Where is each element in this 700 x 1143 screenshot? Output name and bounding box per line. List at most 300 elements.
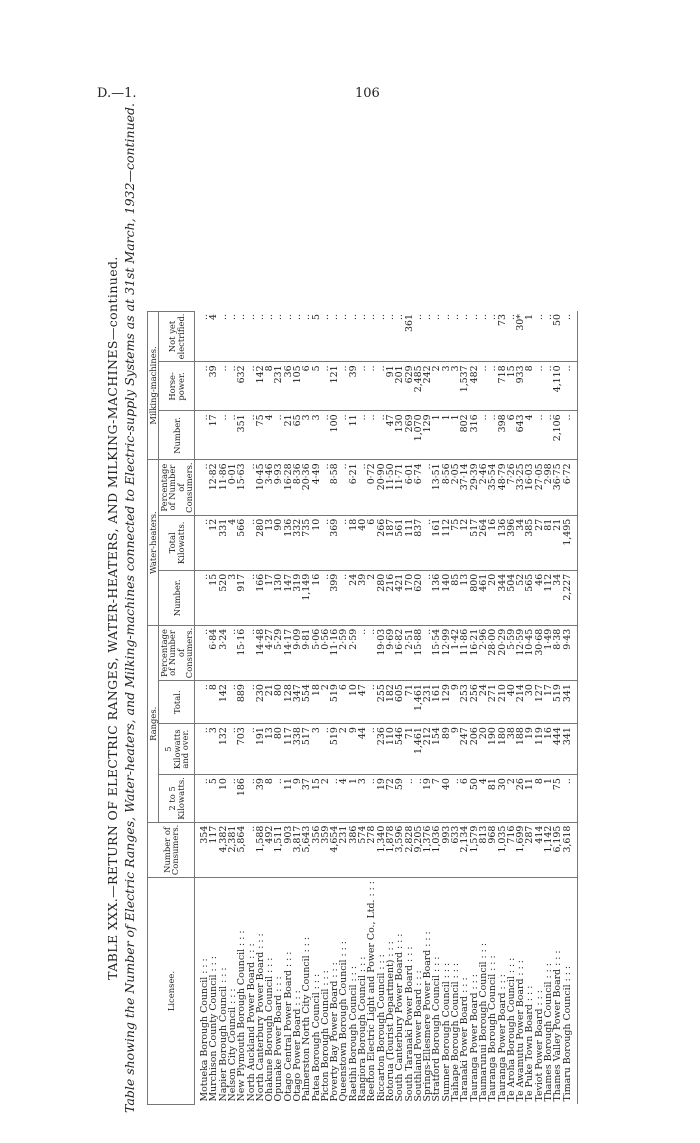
cell-licensee: Teviot Power Board : : : <box>535 878 544 1105</box>
cell-r-pct: .. <box>423 625 432 680</box>
cell-consumers: .. <box>247 822 256 877</box>
cell-r-2to5: 1 <box>544 775 553 823</box>
cell-r-total: 271 <box>488 681 497 724</box>
cell-w-kw: 34 <box>516 515 525 570</box>
cell-r-pct: 2·59 <box>349 625 358 680</box>
cell-r-5over: 119 <box>535 724 544 775</box>
cell-m-number: 11 <box>349 411 358 460</box>
cell-w-pct: .. <box>321 460 330 515</box>
cell-r-2to5: 50 <box>470 775 479 823</box>
cell-licensee: South Canterbury Power Board : : : <box>395 878 404 1105</box>
cell-r-5over: 132 <box>219 724 228 775</box>
cell-m-hp: 3 <box>451 362 460 411</box>
cell-m-hp: 1,537 <box>460 362 469 411</box>
cell-r-2to5: 186 <box>237 775 246 823</box>
cell-m-notyet: .. <box>423 311 432 362</box>
cell-r-2to5: 11 <box>525 775 534 823</box>
cell-r-pct: 1·49 <box>544 625 553 680</box>
cell-consumers: 1,511 <box>274 822 283 877</box>
cell-m-hp: .. <box>377 362 386 411</box>
cell-r-2to5: 19 <box>377 775 386 823</box>
cell-m-number: .. <box>377 411 386 460</box>
cell-w-number: .. <box>195 570 210 625</box>
cell-r-pct: 0·56 <box>321 625 330 680</box>
cell-consumers: 231 <box>339 822 348 877</box>
cell-w-pct: 7·26 <box>507 460 516 515</box>
cell-m-hp: 105 <box>293 362 302 411</box>
cell-consumers: 356 <box>312 822 321 877</box>
cell-w-number: 170 <box>405 570 414 625</box>
cell-w-pct: 37·14 <box>460 460 469 515</box>
cell-consumers: 1,376 <box>423 822 432 877</box>
cell-w-number: 15 <box>209 570 218 625</box>
cell-m-hp: 39 <box>209 362 218 411</box>
cell-m-number: .. <box>274 411 283 460</box>
cell-licensee: Patea Borough Council : : : <box>312 878 321 1105</box>
cell-consumers: 813 <box>479 822 488 877</box>
cell-licensee: Murchison County Council : : : <box>209 878 218 1105</box>
cell-r-total: 255 <box>377 681 386 724</box>
cell-r-total: 129 <box>442 681 451 724</box>
cell-w-number: 39 <box>358 570 367 625</box>
cell-m-hp: 8 <box>525 362 534 411</box>
cell-w-kw: 12 <box>209 515 218 570</box>
cell-r-2to5: 26 <box>516 775 525 823</box>
cell-consumers: 1,699 <box>516 822 525 877</box>
cell-m-number: 4 <box>265 411 274 460</box>
col-ranges-total: Total. <box>159 681 195 724</box>
cell-m-notyet: .. <box>442 311 451 362</box>
cell-m-number: 351 <box>237 411 246 460</box>
cell-w-kw: 280 <box>256 515 265 570</box>
cell-m-number: 1 <box>432 411 441 460</box>
rotated-table-block <box>105 102 645 1113</box>
cell-w-pct: 2·98 <box>544 460 553 515</box>
cell-r-5over: 236 <box>377 724 386 775</box>
cell-r-pct: 5·59 <box>507 625 516 680</box>
cell-m-hp: 3 <box>442 362 451 411</box>
cell-m-notyet: .. <box>460 311 469 362</box>
cell-w-pct: 33·25 <box>516 460 525 515</box>
cell-m-hp: .. <box>535 362 544 411</box>
cell-r-total: 253 <box>460 681 469 724</box>
cell-w-number: .. <box>423 570 432 625</box>
cell-r-5over: 117 <box>284 724 293 775</box>
cell-m-hp: 121 <box>330 362 339 411</box>
group-milking-machines: Milking-machines. <box>148 311 159 460</box>
cell-m-number: 269 <box>405 411 414 460</box>
cell-r-pct: 12·99 <box>442 625 451 680</box>
cell-w-number: 52 <box>516 570 525 625</box>
cell-r-total: 554 <box>302 681 311 724</box>
cell-r-pct: 15·54 <box>432 625 441 680</box>
cell-w-number: 280 <box>377 570 386 625</box>
cell-m-notyet: .. <box>195 311 210 362</box>
cell-licensee: North Canterbury Power Board : : : <box>256 878 265 1105</box>
cell-w-pct: .. <box>195 460 210 515</box>
cell-w-number: 46 <box>535 570 544 625</box>
cell-m-number: 17 <box>209 411 218 460</box>
cell-w-kw: 21 <box>553 515 562 570</box>
cell-r-total: 21 <box>265 681 274 724</box>
cell-r-pct: 11·86 <box>460 625 469 680</box>
cell-r-pct: 6·84 <box>209 625 218 680</box>
cell-w-number: 917 <box>237 570 246 625</box>
cell-m-notyet: .. <box>488 311 497 362</box>
cell-r-2to5: 40 <box>442 775 451 823</box>
cell-r-pct: .. <box>367 625 376 680</box>
cell-w-number: 85 <box>451 570 460 625</box>
cell-r-2to5: .. <box>451 775 460 823</box>
cell-m-hp: .. <box>339 362 348 411</box>
cell-m-number: 130 <box>395 411 404 460</box>
cell-w-number: 16 <box>312 570 321 625</box>
cell-r-5over: 703 <box>237 724 246 775</box>
cell-m-hp: .. <box>358 362 367 411</box>
cell-r-5over: 80 <box>274 724 283 775</box>
cell-consumers: 716 <box>507 822 516 877</box>
cell-r-5over: 206 <box>470 724 479 775</box>
cell-w-kw: .. <box>247 515 256 570</box>
col-ranges-2to5: 2 to 5 Kilowatts. <box>159 775 195 823</box>
cell-r-total: .. <box>367 681 376 724</box>
cell-m-number: .. <box>195 411 210 460</box>
cell-r-total: 80 <box>274 681 283 724</box>
cell-w-kw: 369 <box>330 515 339 570</box>
cell-r-pct: 20·29 <box>498 625 507 680</box>
cell-w-pct: 29·39 <box>470 460 479 515</box>
cell-r-2to5: .. <box>414 775 423 823</box>
cell-licensee: Stratford Borough Council : : : <box>432 878 441 1105</box>
cell-m-notyet: 1 <box>525 311 534 362</box>
cell-licensee: South Taranaki Power Board : : : <box>405 878 414 1105</box>
cell-r-total: 8 <box>209 681 218 724</box>
cell-m-hp: 933 <box>516 362 525 411</box>
cell-w-kw: 266 <box>377 515 386 570</box>
cell-r-5over: .. <box>367 724 376 775</box>
cell-r-pct: 9·81 <box>302 625 311 680</box>
cell-licensee: Thames Valley Power Board : : : <box>553 878 562 1105</box>
cell-m-hp: 201 <box>395 362 404 411</box>
cell-m-number: .. <box>544 411 553 460</box>
cell-w-kw: 161 <box>432 515 441 570</box>
cell-m-notyet: .. <box>544 311 553 362</box>
cell-w-pct: 0·01 <box>228 460 237 515</box>
cell-m-hp: 36 <box>284 362 293 411</box>
cell-w-kw: 10 <box>312 515 321 570</box>
cell-r-2to5: 30 <box>498 775 507 823</box>
cell-m-notyet: 30* <box>516 311 525 362</box>
cell-consumers: 2,134 <box>460 822 469 877</box>
cell-w-kw: 81 <box>544 515 553 570</box>
cell-m-notyet: .. <box>302 311 311 362</box>
cell-r-2to5: .. <box>563 775 578 823</box>
cell-consumers: 993 <box>442 822 451 877</box>
cell-consumers: 287 <box>525 822 534 877</box>
cell-r-5over: 71 <box>405 724 414 775</box>
cell-r-5over: .. <box>321 724 330 775</box>
cell-licensee: Te Awamutu Power Board : : : <box>516 878 525 1105</box>
cell-r-total: 256 <box>470 681 479 724</box>
cell-w-kw: .. <box>195 515 210 570</box>
cell-m-hp: 231 <box>274 362 283 411</box>
cell-consumers: 354 <box>195 822 210 877</box>
cell-w-pct: 20·90 <box>377 460 386 515</box>
cell-r-total: 10 <box>349 681 358 724</box>
cell-m-notyet: 361 <box>405 311 414 362</box>
col-water-kilowatts: Total Kilowatts. <box>159 515 195 570</box>
cell-r-2to5: 4 <box>479 775 488 823</box>
cell-w-kw: 396 <box>507 515 516 570</box>
table-row <box>284 311 293 1104</box>
cell-consumers: 1,579 <box>470 822 479 877</box>
cell-m-hp: .. <box>367 362 376 411</box>
cell-r-pct: 2·96 <box>479 625 488 680</box>
table-subtitle: Table showing the Number of Electric Ranges, Water-heaters, and Milking-machines connected to Electric-supply Systems as at 31st March, 1932—continued. <box>122 102 137 1113</box>
cell-r-5over: 517 <box>302 724 311 775</box>
cell-m-hp: 2 <box>432 362 441 411</box>
cell-m-notyet: .. <box>219 311 228 362</box>
cell-m-number: 129 <box>423 411 432 460</box>
cell-w-pct: .. <box>247 460 256 515</box>
cell-r-total: 47 <box>358 681 367 724</box>
cell-m-notyet: 5 <box>312 311 321 362</box>
cell-m-notyet: .. <box>470 311 479 362</box>
cell-m-notyet: .. <box>507 311 516 362</box>
cell-r-pct: .. <box>358 625 367 680</box>
cell-r-pct: 2·51 <box>405 625 414 680</box>
cell-w-number: 130 <box>274 570 283 625</box>
cell-w-kw: 40 <box>358 515 367 570</box>
cell-w-number: 344 <box>498 570 507 625</box>
cell-r-pct: 16·21 <box>470 625 479 680</box>
cell-licensee: Otago Power Board : : : <box>293 878 302 1105</box>
cell-r-5over: 190 <box>488 724 497 775</box>
cell-w-kw: 16 <box>488 515 497 570</box>
cell-w-number: 2 <box>367 570 376 625</box>
cell-licensee: Motueka Borough Council : : : <box>195 878 210 1105</box>
cell-r-2to5: .. <box>367 775 376 823</box>
cell-r-total: 24 <box>479 681 488 724</box>
cell-r-total: 40 <box>507 681 516 724</box>
cell-w-pct: 8·58 <box>330 460 339 515</box>
cell-m-notyet: .. <box>284 311 293 362</box>
cell-m-hp: 15 <box>507 362 516 411</box>
cell-r-pct: 19·03 <box>377 625 386 680</box>
cell-m-notyet: .. <box>535 311 544 362</box>
cell-licensee: Timaru Borough Council : : : <box>563 878 578 1105</box>
cell-consumers: 5,864 <box>237 822 246 877</box>
cell-r-2to5: 2 <box>507 775 516 823</box>
cell-m-notyet: 50 <box>553 311 562 362</box>
cell-w-number: 421 <box>395 570 404 625</box>
cell-m-hp: .. <box>479 362 488 411</box>
cell-consumers: 1,878 <box>386 822 395 877</box>
cell-w-pct: 6·21 <box>349 460 358 515</box>
cell-w-kw: 385 <box>525 515 534 570</box>
cell-w-kw: 187 <box>386 515 395 570</box>
cell-m-number: .. <box>321 411 330 460</box>
cell-m-hp: 718 <box>498 362 507 411</box>
cell-r-2to5: .. <box>228 775 237 823</box>
cell-m-hp: 142 <box>256 362 265 411</box>
cell-m-notyet: .. <box>367 311 376 362</box>
cell-w-number: 504 <box>507 570 516 625</box>
cell-r-pct: 12·59 <box>516 625 525 680</box>
cell-m-notyet: .. <box>321 311 330 362</box>
col-ranges-5over: 5 Kilowatts and over. <box>159 724 195 775</box>
cell-w-number: 13 <box>460 570 469 625</box>
cell-licensee: Te Aroha Borough Council : : : <box>507 878 516 1105</box>
document-reference: D.—1. <box>97 86 137 101</box>
cell-w-pct: 35·54 <box>488 460 497 515</box>
cell-m-number: 100 <box>330 411 339 460</box>
cell-r-total: 6 <box>339 681 348 724</box>
cell-r-2to5: 59 <box>395 775 404 823</box>
cell-m-number: 47 <box>386 411 395 460</box>
cell-consumers: 492 <box>265 822 274 877</box>
cell-w-number: 136 <box>432 570 441 625</box>
cell-r-2to5: 11 <box>284 775 293 823</box>
cell-r-2to5: 37 <box>302 775 311 823</box>
cell-m-number: 643 <box>516 411 525 460</box>
cell-r-2to5: 5 <box>209 775 218 823</box>
cell-consumers: 1,588 <box>256 822 265 877</box>
cell-consumers: 4,654 <box>330 822 339 877</box>
col-milking-number: Number. <box>159 411 195 460</box>
cell-consumers: 2,381 <box>228 822 237 877</box>
cell-licensee: Riccarton Borough Council : : : <box>377 878 386 1105</box>
cell-m-notyet: .. <box>358 311 367 362</box>
cell-m-notyet: .. <box>386 311 395 362</box>
cell-r-2to5: 81 <box>488 775 497 823</box>
cell-m-hp: .. <box>488 362 497 411</box>
cell-w-number: 112 <box>544 570 553 625</box>
cell-licensee: Palmerston North City Council : : : <box>302 878 311 1105</box>
page-number: 106 <box>355 86 380 101</box>
table-title: TABLE XXX.—RETURN OF ELECTRIC RANGES, WATER-HEATERS, AND MILKING-MACHINES—continued. <box>105 256 120 980</box>
cell-w-pct: 27·05 <box>535 460 544 515</box>
cell-m-hp: .. <box>219 362 228 411</box>
cell-w-number: 17 <box>265 570 274 625</box>
cell-m-number: 6 <box>507 411 516 460</box>
cell-m-notyet: .. <box>339 311 348 362</box>
cell-w-pct: 48·79 <box>498 460 507 515</box>
cell-r-total: .. <box>247 681 256 724</box>
cell-consumers: 1,142 <box>544 822 553 877</box>
cell-m-hp: .. <box>195 362 210 411</box>
cell-r-pct: 5·06 <box>312 625 321 680</box>
cell-r-2to5: 19 <box>423 775 432 823</box>
cell-consumers: 3,596 <box>395 822 404 877</box>
cell-w-kw: 136 <box>284 515 293 570</box>
cell-w-number: 34 <box>553 570 562 625</box>
cell-r-5over: 191 <box>256 724 265 775</box>
cell-r-total: 519 <box>330 681 339 724</box>
cell-m-number: 65 <box>293 411 302 460</box>
cell-licensee: Ohakune Borough Council : : : <box>265 878 274 1105</box>
table-body <box>195 311 578 1104</box>
cell-licensee: Reefton Electric Light and Power Co., Ltd. : : : <box>367 878 376 1105</box>
cell-r-total: 128 <box>284 681 293 724</box>
cell-w-pct: 12·82 <box>209 460 218 515</box>
cell-r-total: 142 <box>219 681 228 724</box>
cell-m-notyet: .. <box>247 311 256 362</box>
cell-r-total: .. <box>195 681 210 724</box>
cell-m-hp: 6 <box>302 362 311 411</box>
cell-m-number: .. <box>488 411 497 460</box>
cell-r-5over: 9 <box>349 724 358 775</box>
cell-r-pct: 11·16 <box>330 625 339 680</box>
cell-consumers: 386 <box>349 822 358 877</box>
cell-licensee: Picton Borough Council : : : <box>321 878 330 1105</box>
cell-r-5over: 154 <box>432 724 441 775</box>
cell-r-2to5: .. <box>247 775 256 823</box>
cell-r-pct: 8·38 <box>553 625 562 680</box>
cell-w-pct: 16·03 <box>525 460 534 515</box>
cell-w-number: 24 <box>349 570 358 625</box>
cell-w-number: 319 <box>293 570 302 625</box>
cell-w-kw: 561 <box>395 515 404 570</box>
cell-r-pct: 14·17 <box>284 625 293 680</box>
cell-consumers: 6,195 <box>553 822 562 877</box>
cell-w-number: 620 <box>414 570 423 625</box>
cell-m-notyet: .. <box>451 311 460 362</box>
cell-m-number: 398 <box>498 411 507 460</box>
cell-w-number: 800 <box>470 570 479 625</box>
cell-w-number: 216 <box>386 570 395 625</box>
cell-r-pct: .. <box>247 625 256 680</box>
cell-r-5over: 3 <box>209 724 218 775</box>
cell-w-kw: .. <box>339 515 348 570</box>
cell-m-number: .. <box>358 411 367 460</box>
cell-licensee: Taihape Borough Council : : : <box>451 878 460 1105</box>
cell-r-pct: .. <box>228 625 237 680</box>
cell-r-total: 210 <box>498 681 507 724</box>
cell-m-number: .. <box>535 411 544 460</box>
cell-consumers: 1,036 <box>432 822 441 877</box>
cell-w-pct: .. <box>423 460 432 515</box>
cell-w-number: 461 <box>479 570 488 625</box>
cell-r-total: 161 <box>432 681 441 724</box>
cell-w-number: 147 <box>284 570 293 625</box>
cell-licensee: Queenstown Borough Council : : : <box>339 878 348 1105</box>
cell-m-notyet: .. <box>395 311 404 362</box>
cell-r-5over: 338 <box>293 724 302 775</box>
cell-w-pct: 16·28 <box>284 460 293 515</box>
cell-m-number: 75 <box>256 411 265 460</box>
cell-r-total: 9 <box>451 681 460 724</box>
cell-w-kw: .. <box>423 515 432 570</box>
cell-w-pct: 8·36 <box>293 460 302 515</box>
cell-r-pct: 16·82 <box>395 625 404 680</box>
cell-w-kw: 517 <box>470 515 479 570</box>
cell-consumers: 633 <box>451 822 460 877</box>
cell-r-2to5: 9 <box>293 775 302 823</box>
cell-r-5over: .. <box>228 724 237 775</box>
cell-licensee: Napier Borough Council : : : <box>219 878 228 1105</box>
cell-m-notyet: .. <box>432 311 441 362</box>
cell-m-hp: 8 <box>265 362 274 411</box>
cell-w-kw: 264 <box>479 515 488 570</box>
cell-r-5over: 89 <box>442 724 451 775</box>
cell-r-pct: 28·00 <box>488 625 497 680</box>
cell-r-2to5: .. <box>405 775 414 823</box>
cell-r-pct: 9·69 <box>386 625 395 680</box>
cell-m-number: .. <box>339 411 348 460</box>
cell-consumers: 359 <box>321 822 330 877</box>
cell-r-5over: 546 <box>395 724 404 775</box>
